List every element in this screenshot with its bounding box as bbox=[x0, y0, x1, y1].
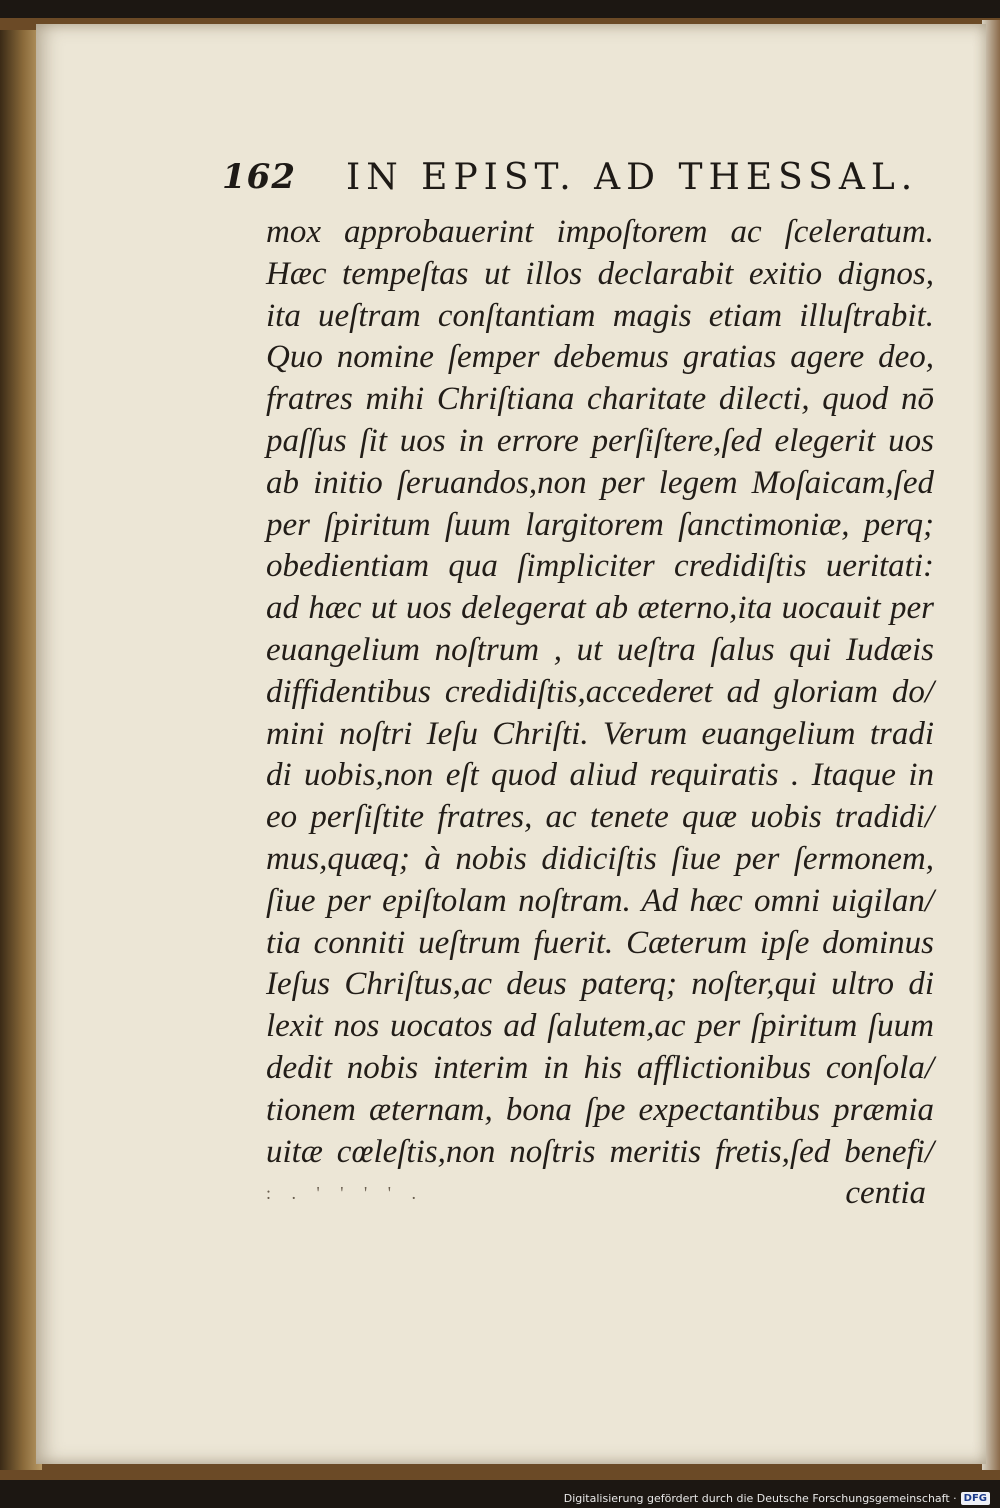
running-head bbox=[36, 157, 986, 207]
text-line: tionem æternam, bona ſpe expectantibus præmia bbox=[266, 1091, 934, 1128]
stray-ink-marks: : . ' ' ' ' . bbox=[266, 1183, 424, 1204]
text-line: tia conniti ueſtrum fuerit. Cæterum ipſe dominus bbox=[266, 924, 934, 961]
text-line: eo perſiſtite fratres, ac tenete quæ uobis tradidi/ bbox=[266, 799, 934, 836]
dfg-logo-icon: DFG bbox=[961, 1492, 990, 1505]
text-line: uitæ cœleſtis,non noſtris meritis fretis,ſed benefi/ bbox=[266, 1133, 934, 1170]
text-line: ab initio ſeruandos,non per legem Moſaicam,ſed bbox=[266, 464, 934, 501]
text-line: ita ueſtram conſtantiam magis etiam illuſtrabit. bbox=[266, 297, 934, 334]
running-title: IN EPIST. AD THESSAL. bbox=[346, 157, 919, 198]
text-line: mus,quæq; à nobis didiciſtis ſiue per ſermonem, bbox=[266, 840, 934, 877]
text-line: Hæc tempeſtas ut illos declarabit exitio dignos, bbox=[266, 255, 934, 292]
text-line: mox approbauerint impoſtorem ac ſceleratum. bbox=[266, 214, 934, 250]
text-line: fratres mihi Chriſtiana charitate dilecti, quod nō bbox=[266, 381, 934, 418]
text-line: ſiue per epiſtolam noſtram. Ad hæc omni uigilan/ bbox=[266, 882, 934, 919]
text-line: obedientiam qua ſimpliciter credidiſtis ueritati: bbox=[266, 548, 934, 585]
body-text bbox=[266, 212, 934, 1215]
catchword-row bbox=[266, 1173, 934, 1215]
text-line: Quo nomine ſemper debemus gratias agere deo, bbox=[266, 339, 934, 376]
credit-text: Digitalisierung gefördert durch die Deutsche Forschungsgemeinschaft · bbox=[563, 1491, 957, 1505]
text-line: dedit nobis interim in his afflictionibus conſola/ bbox=[266, 1049, 934, 1086]
text-line: Ieſus Chriſtus,ac deus paterq; noſter,qui ultro di bbox=[266, 966, 934, 1003]
catchword: centia bbox=[845, 1175, 926, 1212]
text-line: diffidentibus credidiſtis,accederet ad gloriam do/ bbox=[266, 673, 934, 710]
page-number: 162 bbox=[222, 157, 296, 197]
text-line: ad hæc ut uos delegerat ab æterno,ita uocauit per bbox=[266, 590, 934, 627]
book-page bbox=[36, 24, 986, 1464]
text-line: euangelium noſtrum , ut ueſtra ſalus qui Iudæis bbox=[266, 631, 934, 668]
text-line: lexit nos uocatos ad ſalutem,ac per ſpiritum ſuum bbox=[266, 1008, 934, 1045]
digitization-credit bbox=[564, 1488, 990, 1508]
text-line: di uobis,non eſt quod aliud requiratis . Itaque in bbox=[266, 757, 934, 794]
text-line: per ſpiritum ſuum largitorem ſanctimoniæ, perq; bbox=[266, 506, 934, 543]
text-line: mini noſtri Ieſu Chriſti. Verum euangelium tradi bbox=[266, 715, 934, 752]
text-line: paſſus ſit uos in errore perſiſtere,ſed elegerit uos bbox=[266, 422, 934, 459]
